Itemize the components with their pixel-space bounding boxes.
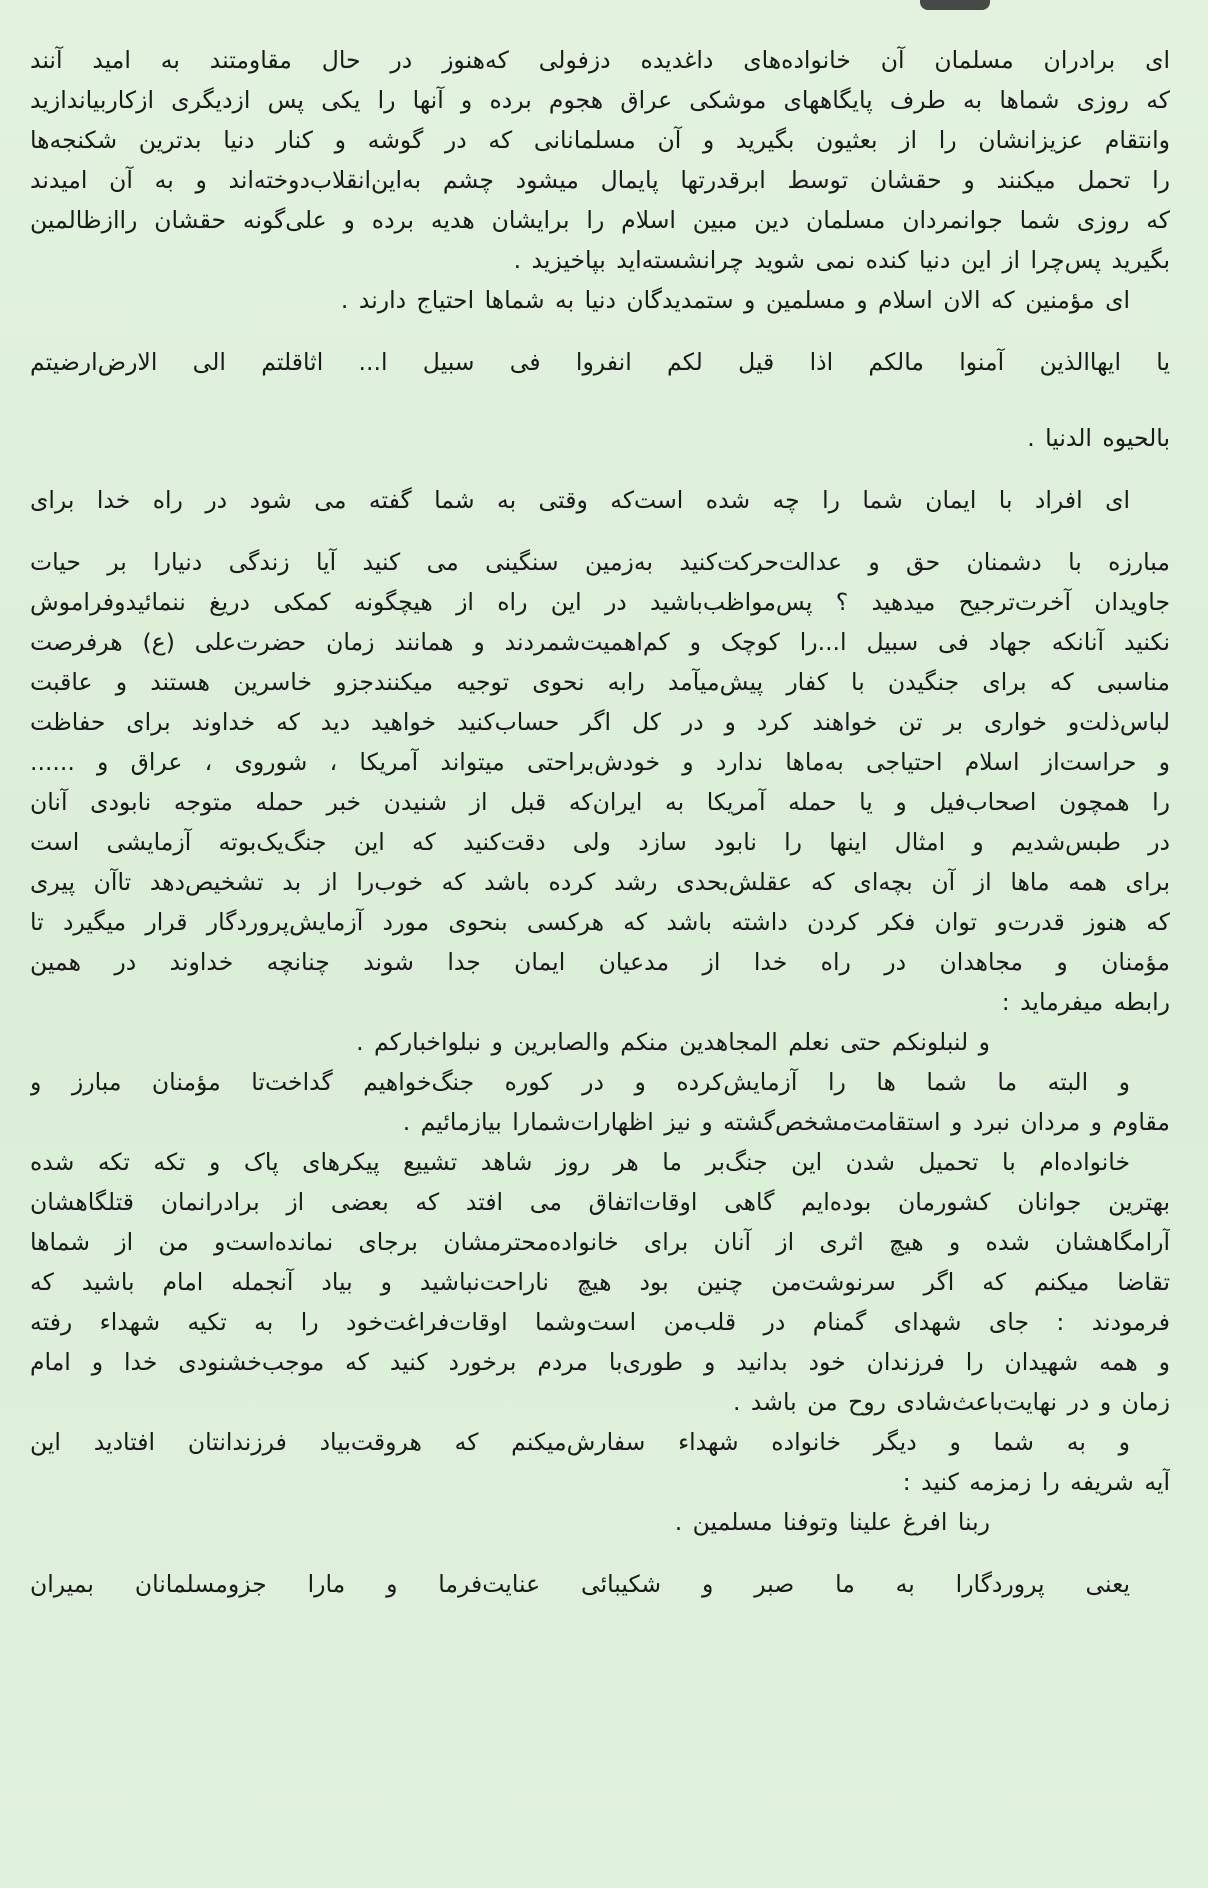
text-line: جاویدان آخرت‌ترجیح میدهید ؟ پس‌مواظب‌باشید در این راه از هیچگونه کمکی دریغ ننمائیدوفراموش bbox=[30, 588, 1170, 616]
quran-verse-line: بالحیوه الدنیا . bbox=[1027, 424, 1170, 452]
text-line: ای برادران مسلمان آن خانواده‌های داغدیده دزفولی که‌هنوز در حال مقاومتند به امید آنند bbox=[30, 46, 1170, 74]
quran-verse-line: ربنا افرغ علینا وتوفنا مسلمین . bbox=[674, 1508, 990, 1536]
text-line: مناسبی که برای جنگیدن با کفار پیش‌میآمد رابه نحوی توجیه میکنندجزو خاسرین هستند و عاقبت bbox=[30, 668, 1170, 696]
quran-verse-line: و لنبلونکم حتی نعلم المجاهدین منکم والصابرین و نبلواخبارکم . bbox=[356, 1028, 990, 1056]
text-line: تقاضا میکنم که اگر سرنوشت‌من چنین بود هیچ ناراحت‌نباشید و بیاد آنجمله امام باشید که bbox=[30, 1268, 1170, 1296]
text-line: بگیرید پس‌چرا از این دنیا کنده نمی شوید چرانشسته‌اید بپاخیزید . bbox=[513, 246, 1170, 274]
text-line: که هنوز قدرت‌و توان فکر کردن داشته باشد که هرکسی بنحوی مورد آزمایش‌پروردگار قرار میگیرد تا bbox=[30, 908, 1170, 936]
text-line: که روزی شماها به طرف پایگاههای موشکی عراق هجوم برده و آنها را یکی پس ازدیگری ازکاربیاندازید bbox=[30, 86, 1170, 114]
text-line: رابطه میفرماید : bbox=[1001, 988, 1170, 1016]
text-line: خانواده‌ام با تحمیل شدن این جنگ‌بر ما هر روز شاهد تشییع پیکرهای پاک و تکه تکه شده bbox=[30, 1148, 1130, 1176]
text-line: ای افراد با ایمان شما را چه شده است‌که وقتی به شما گفته می شود در راه خدا برای bbox=[30, 486, 1130, 514]
text-line: و البته ما شما ها را آزمایش‌کرده و در کوره جنگ‌خواهیم گداخت‌تا مؤمنان مبارز و bbox=[30, 1068, 1130, 1096]
text-line: نکنید آنانکه جهاد فی سبیل ا...را کوچک و کم‌اهمیت‌شمردند و همانند زمان حضرت‌علی (ع) هرفرصت bbox=[30, 628, 1170, 656]
text-line: در طبس‌شدیم و امثال اینها را نابود سازد ولی دقت‌کنید که این جنگ‌یک‌بوته آزمایشی است bbox=[30, 828, 1170, 856]
text-line: و حراست‌از اسلام احتیاجی به‌ماها ندارد و خودش‌براحتی میتواند آمریکا ، شوروی ، عراق و ...... bbox=[30, 748, 1170, 776]
text-line: و همه شهیدان را فرزندان خود بدانید و طوری‌با مردم برخورد کنید که موجب‌خشنودی خدا و امام bbox=[30, 1348, 1170, 1376]
text-line: فرمودند : جای شهدای گمنام در قلب‌من است‌وشما اوقات‌فراغت‌خود را به تکیه شهداء رفته bbox=[30, 1308, 1170, 1336]
text-line: زمان و در نهایت‌باعث‌شادی روح من باشد . bbox=[732, 1388, 1170, 1416]
text-line: مؤمنان و مجاهدان در راه خدا از مدعیان ایمان جدا شوند چنانچه خداوند در همین bbox=[30, 948, 1170, 976]
quran-verse-line: یا ایهاالذین آمنوا مالکم اذا قیل لکم انفروا فی سبیل ا... اثاقلتم الی الارض‌ارضیتم bbox=[30, 348, 1170, 376]
text-line: یعنی پروردگارا به ما صبر و شکیبائی عنایت‌فرما و مارا جزومسلمانان بمیران bbox=[30, 1570, 1130, 1598]
text-line: مبارزه با دشمنان حق و عدالت‌حرکت‌کنید به‌زمین سنگینی می کنید آیا زندگی دنیارا بر حیات bbox=[30, 548, 1170, 576]
text-line: آرامگاهشان شده و هیچ اثری از آنان برای خانواده‌محترمشان برجای نمانده‌است‌و من از شماها bbox=[30, 1228, 1170, 1256]
document-body bbox=[30, 40, 1170, 1604]
text-line: بهترین جوانان کشورمان بوده‌ایم گاهی اوقات‌اتفاق می افتد که بعضی از برادرانمان قتلگاهشان bbox=[30, 1188, 1170, 1216]
text-line: را تحمل میکنند و حقشان توسط ابرقدرتها پایمال میشود چشم به‌این‌انقلاب‌دوخته‌اند و به آن امیدند bbox=[30, 166, 1170, 194]
text-line: را همچون اصحاب‌فیل و یا حمله آمریکا به ایران‌که قبل از شنیدن خبر حمله متوجه نابودی آنان bbox=[30, 788, 1170, 816]
text-line: برای همه ماها از آن بچه‌ای که عقلش‌بحدی رشد کرده باشد که خوب‌را از بد تشخیص‌دهد تاآن پیری bbox=[30, 868, 1170, 896]
text-line: که روزی شما جوانمردان مسلمان دین مبین اسلام را برایشان هدیه برده و علی‌گونه حقشان راازظالمین bbox=[30, 206, 1170, 234]
text-line: آیه شریفه را زمزمه کنید : bbox=[902, 1468, 1170, 1496]
text-line: و به شما و دیگر خانواده شهداء سفارش‌میکنم که هروقت‌بیاد فرزندانتان افتادید این bbox=[30, 1428, 1130, 1456]
text-line: مقاوم و مردان نبرد و استقامت‌مشخص‌گشته و نیز اظهارات‌شمارا بیازمائیم . bbox=[402, 1108, 1170, 1136]
text-line: وانتقام عزیزانشان را از بعثیون بگیرید و آن مسلمانانی که در گوشه و کنار دنیا بدترین شکنجه‌ها bbox=[30, 126, 1170, 154]
text-line: ای مؤمنین که الان اسلام و مسلمین و ستمدیدگان دنیا به شماها احتیاج دارند . bbox=[340, 286, 1130, 314]
text-line: لباس‌ذلت‌و خواری بر تن خواهند کرد و در کل اگر حساب‌کنید خواهید دید که خداوند برای حفاظت bbox=[30, 708, 1170, 736]
top-ink-mark bbox=[920, 0, 990, 10]
